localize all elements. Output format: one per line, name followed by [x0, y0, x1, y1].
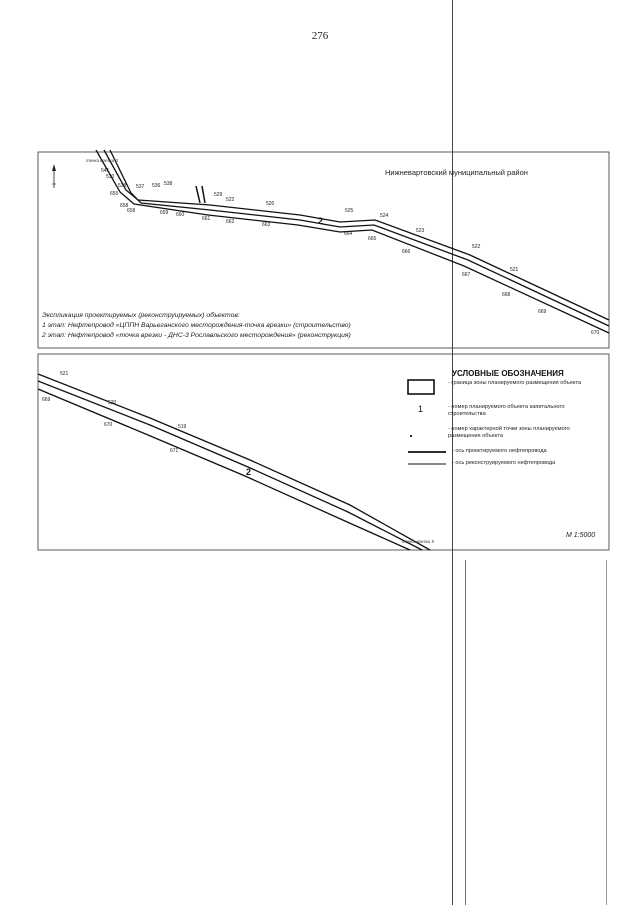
point-label: 665 [368, 236, 377, 242]
point-label: 520 [108, 400, 117, 406]
point-label: 658 [120, 203, 129, 209]
start-point-label: точка врезки 3 [86, 158, 118, 163]
point-label: 524 [380, 213, 389, 219]
point-label: 658 [127, 208, 136, 214]
point-label: 522 [472, 244, 481, 250]
point-label: 659 [160, 210, 169, 216]
point-label: 519 [178, 424, 187, 430]
point-label: 666 [402, 249, 411, 255]
point-label: 521 [60, 371, 69, 377]
top-pipeline-corridor [96, 150, 609, 333]
point-dot-icon [410, 435, 412, 437]
point-label: 661 [202, 216, 211, 222]
page-number: 276 [311, 30, 329, 42]
point-label: 664 [344, 231, 353, 237]
point-label: 522 [226, 197, 235, 203]
legend-text-object-number: - номер планируемого объекта капитального строительства [448, 404, 565, 417]
point-label: 663 [262, 222, 271, 228]
boundary-rect-icon [408, 380, 434, 394]
point-label: 660 [176, 212, 185, 218]
point-label: 671 [170, 448, 179, 454]
point-label: 668 [502, 292, 511, 298]
point-label: 538 [164, 181, 173, 187]
point-label: 667 [462, 272, 471, 278]
point-label: 521 [510, 267, 519, 273]
point-label: 536 [152, 183, 161, 189]
explication-block [42, 311, 462, 341]
legend-title: УСЛОВНЫЕ ОБОЗНАЧЕНИЯ [452, 369, 564, 378]
point-label: 655 [110, 191, 119, 197]
explication-title: Экспликация проектируемых (реконструируемых) объектов: [42, 312, 240, 319]
point-label: 523 [416, 228, 425, 234]
legend-text-point-number: - номер характерной точки зоны планируемого размещения объекта [448, 426, 570, 439]
point-label: 529 [214, 192, 223, 198]
point-label: 541 [101, 168, 110, 174]
point-label: 520 [266, 201, 275, 207]
point-label: 670 [591, 330, 600, 336]
legend-text-boundary: - граница зоны планируемого размещения объекта [448, 380, 582, 386]
legend-text-designed-pipeline: - ось проектируемого нефтепровода [452, 448, 547, 454]
legend-text-reconstructed-pipeline: - ось реконструируемого нефтепровода [452, 460, 556, 466]
point-label: 670 [104, 422, 113, 428]
north-arrow-icon [52, 164, 56, 188]
point-label: 530 [106, 174, 115, 180]
route-number-bottom: 2 [246, 467, 252, 477]
district-label: Нижневартовский муниципальный район [385, 168, 528, 177]
point-label: 662 [226, 219, 235, 225]
legend-number-sample: 1 [418, 404, 424, 414]
point-label: 538 [118, 183, 127, 189]
end-point-label: точка врезки 5 [402, 539, 434, 544]
point-label: 525 [345, 208, 354, 214]
point-label: 669 [42, 397, 51, 403]
scale-label: М 1:5000 [566, 532, 596, 539]
point-label: 669 [538, 309, 547, 315]
bottom-pipeline-corridor [38, 374, 430, 550]
explication-stage-1: 1 этап: Нефтепровод «ЦППН Варьеганского месторождения-точка врезки» (строительство) [42, 322, 351, 329]
route-number-top: 2 [318, 216, 324, 226]
legend-symbols [408, 380, 446, 464]
explication-stage-2: 2 этап: Нефтепровод «точка врезки - ДНС-3 Рославльского месторождения» (реконструкция) [42, 332, 351, 339]
point-label: 537 [136, 184, 145, 190]
